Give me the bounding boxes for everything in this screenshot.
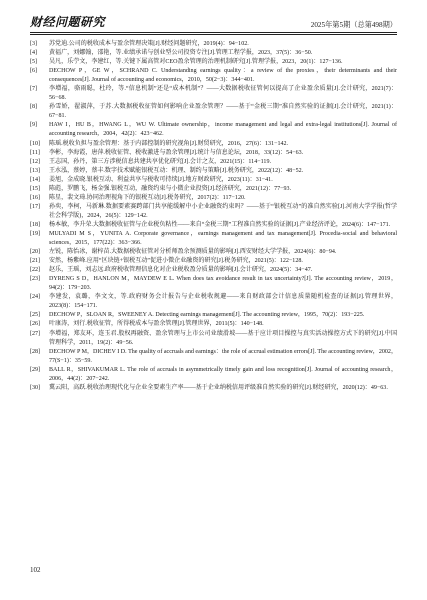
reference-item [30, 384, 397, 393]
reference-item [30, 230, 397, 248]
reference-text: 孙雪娇，翟淑萍，于苏.大数据税收征管如何影响企业盈余管理？——基于“金税三期”准自然实验的证据[J].会计研究，2021(1)：67−81. [49, 104, 397, 120]
running-header [30, 14, 397, 30]
reference-text: 李增福，郑友环，连玉君.股权再融资、盈余管理与上市公司业绩滑坡——基于应计项目操控与真实活动操控方式下的研究[J].中国管理科学，2011，19(2)：49−56. [49, 330, 397, 346]
reference-text: DECHOW P M，DICHEV I D. The quality of accruals and earnings：the role of accrual estimation errors[J]. The accounting review，2002，77(S−1)：35−59. [49, 348, 397, 364]
reference-number: [15] [30, 185, 41, 192]
reference-text: DYRENG S D，HANLON M，MAYDEW E L. When does tax avoidance result in tax uncertainty?[J]. The accounting review，2019，94(2)：179−203. [49, 276, 397, 292]
reference-item [30, 248, 397, 257]
reference-number: [22] [30, 267, 41, 274]
reference-number: [28] [30, 348, 41, 355]
reference-text: 吴凡，乐苧文，李建红，等.关键下属高管对CEO盈余管理的治理机制研究[J].管理学报，2023，20(1)：127−136. [49, 59, 343, 66]
reference-number: [26] [30, 321, 41, 328]
reference-item [30, 348, 397, 366]
reference-text: HAW I，HU B，HWANG L，WU W. Ultimate ownership，income management and legal and extra-legal institutions[J]. Journal of accounting research，2004，42(2)：423−462. [49, 122, 397, 138]
reference-number: [14] [30, 176, 41, 183]
reference-item [30, 121, 397, 139]
reference-item [30, 257, 397, 266]
reference-number: [5] [30, 59, 38, 66]
reference-text: DECHOW P，GE W，SCHRAND C. Understanding earnings quality：a review of the proxies，their determinants and their consequences[J]. Journal of accounting and economics，2010，50(2−3)：344−401. [49, 68, 397, 84]
reference-item [30, 149, 397, 158]
header-rule-thin [30, 34, 397, 35]
reference-number: [30] [30, 384, 41, 391]
reference-item [30, 85, 397, 103]
reference-number: [12] [30, 158, 41, 165]
reference-item [30, 40, 397, 49]
reference-item [30, 176, 397, 185]
reference-text: 安然，杨紫峰.应用“区块链+银税互动”促进小微企业融资的研究[J].税务研究，2021(5)：122−128. [49, 258, 303, 265]
reference-item [30, 185, 397, 194]
reference-item [30, 58, 397, 67]
reference-item [30, 49, 397, 58]
reference-text: 杨本敏，李升荣.大数据税收征管与企业税负粘性——来自“金税三期”工程准自然实验的证据[J].产业经济评论，2024(6)：147−171. [49, 221, 391, 228]
reference-text: 赵乐，王瑶，刘志远.政府税收管理信息化对企业税收盈分质量的影响[J].会计研究，2024(5)：34−47. [49, 267, 313, 274]
reference-text: 陈瑶.税收负担与盈余管理：基于内部控制的研究视角[J].财贸研究，2016，27(6)：131−142. [49, 140, 289, 147]
journal-logo: 财经问题研究 [30, 15, 106, 29]
reference-number: [7] [30, 86, 38, 93]
reference-text: MULYADI M S，YUNITA A. Corporate governance，earnings management and tax management[J]. Procedia-social and behavioral sciences，2015，177(22)：363−366. [49, 230, 397, 247]
reference-text: 黄福广，刘娜翰，邵艳，等.业绩承诺与创业型公司投资专注[J].管理工程学报，2023，37(5)：36−50. [49, 50, 313, 57]
reference-number: [8] [30, 104, 38, 111]
issue-info: 2025年第5期（总第498期） [310, 21, 397, 29]
reference-item [30, 203, 397, 221]
reference-item [30, 140, 397, 149]
reference-text: BALL R，SHIVAKUMAR L. The role of accruals in asymmetrically timely gain and loss recognition[J]. Journal of accounting research，2006，44(2)：207−242. [49, 366, 397, 382]
reference-number: [18] [30, 221, 41, 228]
reference-text: DECHOW P，SLOAN R，SWEENEY A. Detecting earnings management[J]. The accounting review，1995，70(2)：193−225. [49, 312, 365, 319]
reference-text: 王志国，孙丹，第三方涉税信息共建共享优化研究[J].会计之友，2021(15)：114−119. [49, 158, 271, 165]
reference-text: 冀云阳，高跃.税收治理现代化与企业全要素生产率——基于企业纳税信用评级准自然实验的研究[J].财经研究，2020(12)：49−63. [49, 384, 388, 391]
reference-number: [24] [30, 294, 41, 301]
reference-item [30, 167, 397, 176]
reference-text: 李建发，袁璐，李文文，等.政府财务会计报告与企业税收规避——来自财政部会计信息质量随机检查的证据[J].管理世界，2023(8)：154−171. [49, 294, 397, 310]
reference-text: 王水泓，蔡婷，蔡丰.数字技术赋能银税互动：机理、制约与策略[J].税务研究，2022(12)：48−52. [49, 167, 304, 174]
reference-item [30, 293, 397, 311]
reference-item [30, 194, 397, 203]
reference-number: [16] [30, 194, 41, 201]
page-number: 102 [30, 566, 41, 574]
reference-number: [3] [30, 41, 38, 47]
reference-number: [17] [30, 203, 41, 210]
reference-number: [25] [30, 312, 41, 319]
reference-text: 孙奕，李柯，马新琳.数据要素赛跨部门共享能缓解中小企业融资约束吗？——基于“银税互动”的准自然实验[J].河南大学学报(哲学社会科学版)，2024，26(5)：129−142. [49, 203, 397, 219]
reference-item [30, 221, 397, 230]
reference-item [30, 330, 397, 348]
reference-text: 姜旭，金成晓.银税互动、利益共享与税收可持续[J].地方财政研究，2023(11)：31−41. [49, 176, 273, 183]
reference-number: [9] [30, 122, 38, 129]
reference-item [30, 67, 397, 85]
reference-text: 陈彪，罗鹏飞，杨金强.银税互动，融资约束与小微企业投资[J].经济研究，2021(12)：77−93. [49, 185, 292, 192]
reference-item [30, 366, 397, 384]
reference-item [30, 158, 397, 167]
reference-item [30, 266, 397, 275]
reference-text: 苏党迪.公司的税收成本与盈余管理决策[J].财经问题研究，2019(4)：94−102. [49, 41, 249, 47]
reference-text: 李彬，李海霞，唐萍.税收征管、税收激进与盈余管理[J].统计与信息论坛，2018，33(12)：54−63. [49, 149, 304, 156]
reference-text: 陈星，裴文琦.协同治理视角下的银税互动[J].税务研究，2017(2)：117−120. [49, 194, 246, 201]
reference-number: [29] [30, 366, 41, 373]
reference-text: 李增福，骆雨聪，杜玲，等.“信息机制”还是“成本机制”？——大数据税收征管何以提高了企业盈余质量[J].会计研究，2021(7)：56−68. [49, 86, 397, 102]
reference-text: 叶康涛，刘行.税收征管，所得税成本与盈余管理[J].管理世界，2011(5)：140−148. [49, 321, 264, 328]
reference-number: [13] [30, 167, 41, 174]
reference-number: [10] [30, 140, 41, 147]
reference-item [30, 103, 397, 121]
header-rule [30, 32, 397, 33]
reference-number: [27] [30, 330, 41, 337]
reference-item [30, 275, 397, 293]
reference-number: [20] [30, 249, 41, 256]
reference-number: [11] [30, 149, 40, 156]
reference-number: [23] [30, 276, 41, 283]
reference-number: [21] [30, 258, 41, 265]
reference-item [30, 311, 397, 320]
reference-number: [19] [30, 230, 41, 237]
reference-text: 左锐，陈怡冰，谢梓苗.大数据税收征管对分析师盈余预测质量的影响[J].西安财经大学学报，2024(6)：80−94. [49, 249, 337, 256]
reference-number: [4] [30, 50, 38, 57]
reference-item [30, 320, 397, 329]
reference-list [30, 40, 397, 393]
reference-number: [6] [30, 68, 38, 75]
